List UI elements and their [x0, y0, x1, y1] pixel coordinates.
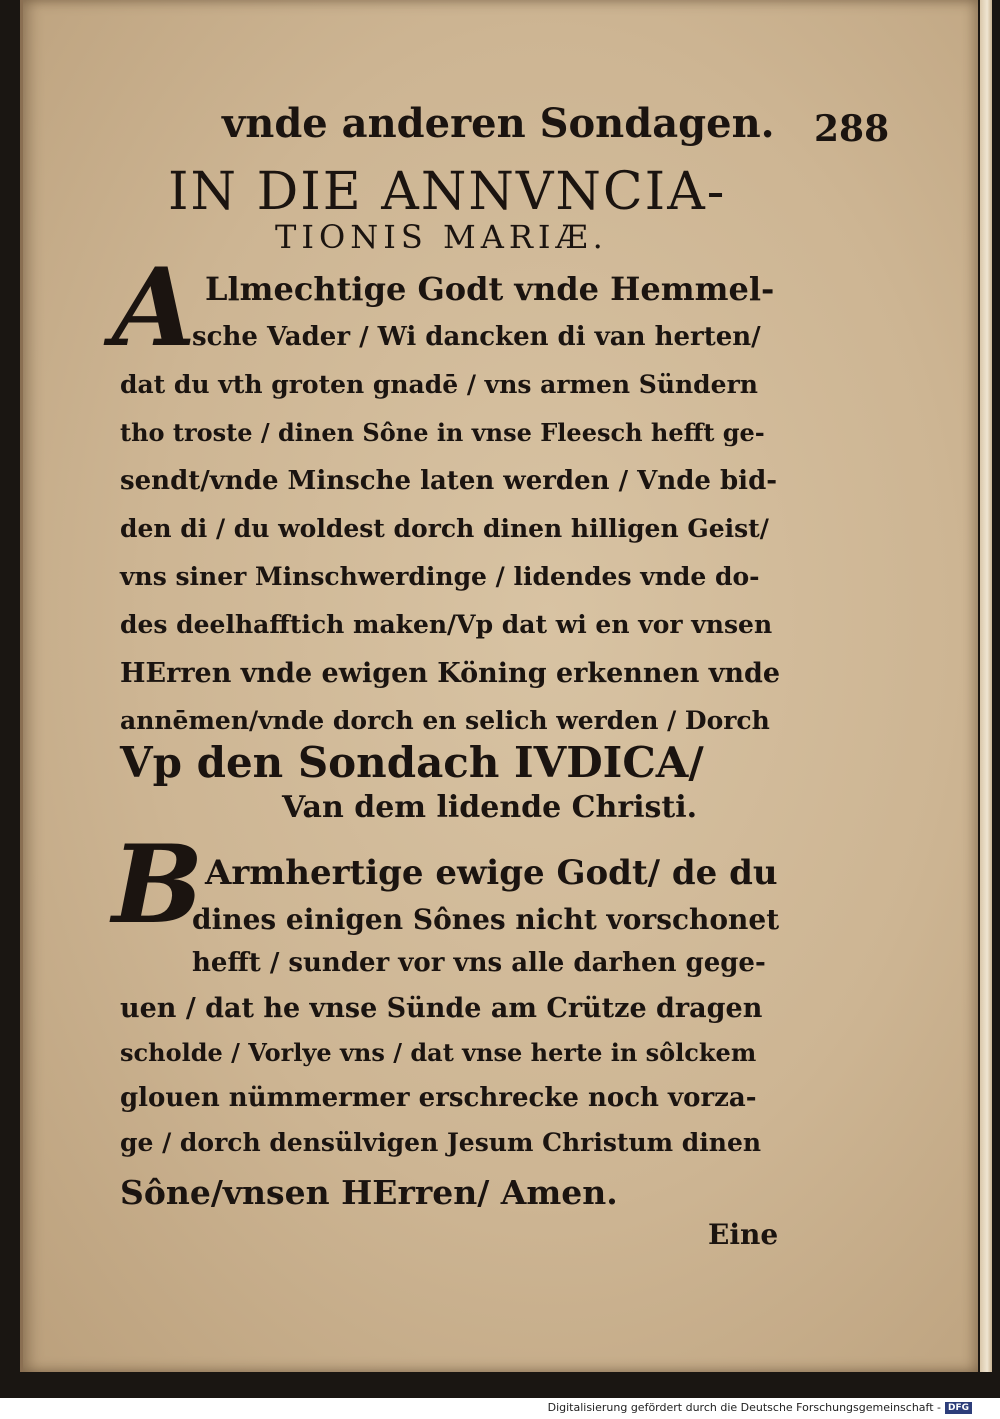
prayer-line: sendt/vnde Minsche laten werden / Vnde bid- [120, 466, 778, 496]
section-subheading: Van dem lidende Christi. [282, 790, 698, 825]
prayer-line: Sône/vnsen HErren/ Amen. [120, 1173, 618, 1212]
dfg-logo: DFG [945, 1402, 972, 1414]
section-title-line-2: TIONIS MARIÆ. [275, 218, 608, 256]
prayer-line: den di / du woldest dorch dinen hilligen Geist/ [120, 514, 769, 543]
prayer-line: dines einigen Sônes nicht vorschonet [192, 903, 780, 936]
prayer-line: sche Vader / Wi dancken di van herten/ [192, 322, 761, 352]
section-title-line-1: IN DIE ANNVNCIA- [168, 162, 727, 222]
drop-cap-initial: A [112, 245, 196, 371]
prayer-line: ge / dorch densülvigen Jesum Christum dinen [120, 1128, 762, 1157]
prayer-line: hefft / sunder vor vns alle darhen gege- [192, 948, 766, 978]
prayer-line: scholde / Vorlye vns / dat vnse herte in sôlckem [120, 1038, 757, 1067]
prayer-line: tho troste / dinen Sône in vnse Fleesch hefft ge- [120, 418, 765, 447]
digitization-credit [548, 1401, 972, 1414]
prayer-line: vns siner Minschwerdinge / lidendes vnde do- [120, 562, 760, 591]
running-title: vnde anderen Sondagen. [222, 100, 775, 147]
prayer-line: annēmen/vnde dorch en selich werden / Dorch [120, 706, 770, 735]
catchword: Eine [708, 1218, 779, 1251]
drop-cap-initial: B [112, 822, 204, 948]
prayer-line: HErren vnde ewigen Köning erkennen vnde [120, 658, 781, 689]
section-heading: Vp den Sondach IVDICA/ [120, 738, 704, 787]
prayer-line: Llmechtige Godt vnde Hemmel- [205, 270, 775, 308]
credit-text: Digitalisierung gefördert durch die Deutsche Forschungsgemeinschaft - [547, 1401, 941, 1414]
page-edge [980, 0, 992, 1372]
prayer-line: Armhertige ewige Godt/ de du [205, 853, 778, 893]
prayer-line: dat du vth groten gnadē / vns armen Sündern [120, 370, 758, 399]
prayer-line: des deelhafftich maken/Vp dat wi en vor vnsen [120, 610, 773, 639]
prayer-line: uen / dat he vnse Sünde am Crütze dragen [120, 993, 763, 1024]
page-number: 288 [814, 108, 890, 150]
prayer-line: glouen nümmermer erschrecke noch vorza- [120, 1083, 757, 1113]
